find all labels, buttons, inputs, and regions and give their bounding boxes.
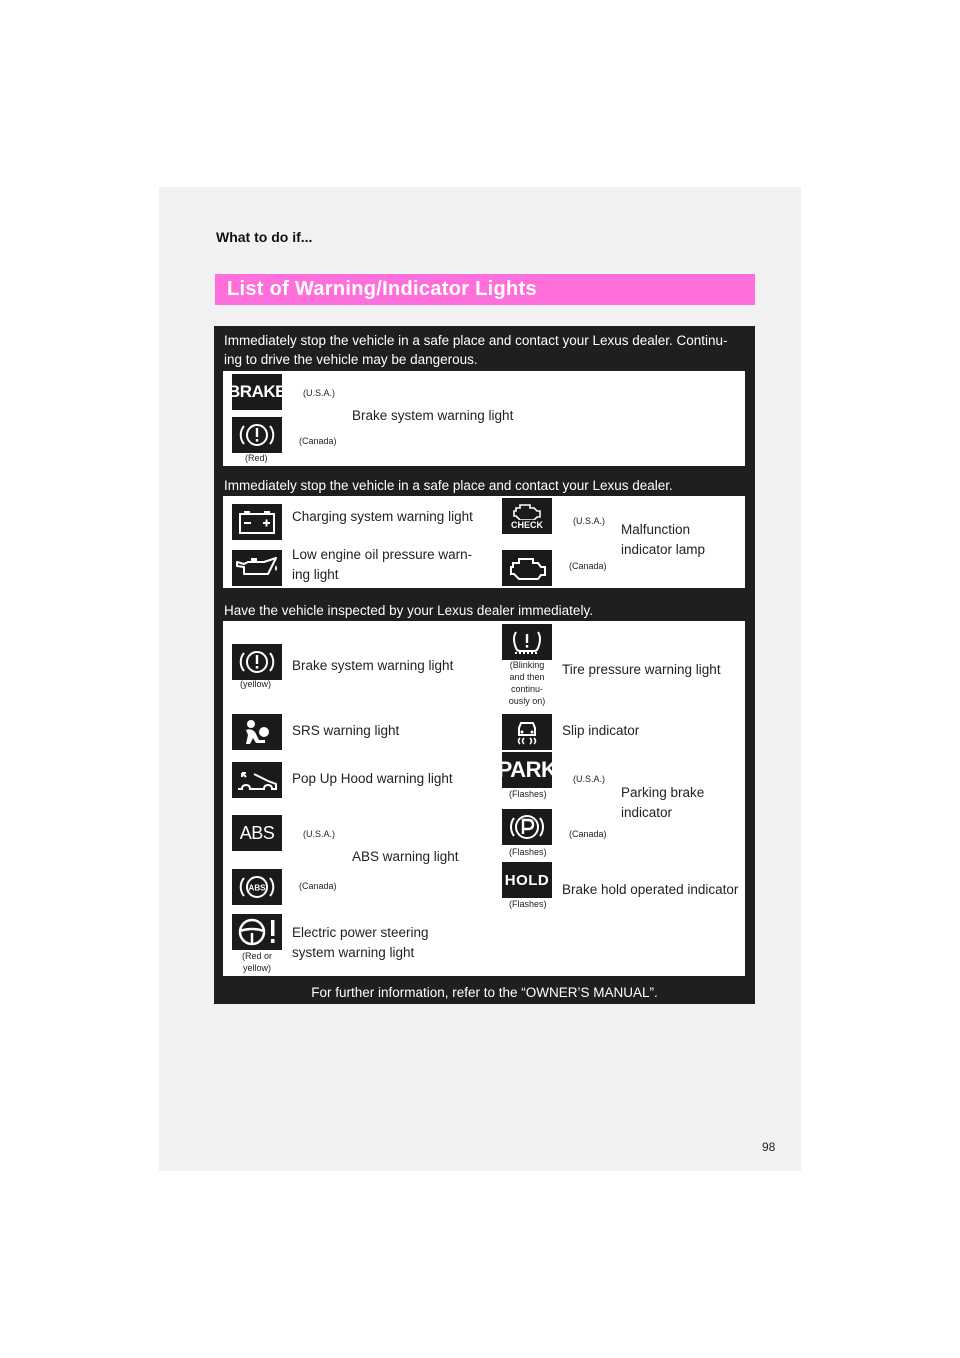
brake-warning-yellow-icon [232, 644, 282, 680]
oil-can-icon [232, 550, 282, 586]
engine-icon [502, 550, 552, 586]
category-inspect: Have the vehicle inspected by your Lexus dealer immediately. [224, 603, 593, 618]
category-stop-dangerous: Immediately stop the vehicle in a safe place and contact your Lexus dealer. Continu- ing to drive the vehicle may be dangerous. [224, 333, 728, 367]
parking-p-icon [502, 809, 552, 845]
label-tire-pressure: Tire pressure warning light [562, 662, 721, 677]
note-usa: (U.S.A.) [573, 516, 606, 526]
note-flashes: (Flashes) [509, 899, 547, 909]
label-brake-hold: Brake hold operated indicator [562, 882, 739, 897]
page-number: 98 [762, 1140, 776, 1154]
box-inspect [223, 621, 745, 976]
label-srs: SRS warning light [292, 723, 400, 738]
svg-text:ABS: ABS [248, 883, 266, 893]
label-brake-system-yellow: Brake system warning light [292, 658, 454, 673]
note-canada: (Canada) [299, 881, 337, 891]
srs-airbag-icon [232, 714, 282, 750]
label-parking-brake: Parking brake indicator [621, 785, 705, 820]
footer-note: For further information, refer to the “OWNER’S MANUAL”. [311, 985, 658, 1000]
manual-page [159, 187, 801, 1171]
brake-word-icon: BRAKE [232, 374, 282, 410]
note-usa: (U.S.A.) [303, 829, 336, 839]
check-engine-icon: CHECK [502, 498, 552, 534]
slip-indicator-icon [502, 714, 552, 750]
box-stop-dangerous [223, 371, 745, 466]
steering-warning-icon [232, 914, 282, 950]
abs-circle-icon [232, 869, 282, 905]
abs-word-icon: ABS [232, 815, 282, 851]
label-pop-up-hood: Pop Up Hood warning light [292, 771, 453, 786]
tire-pressure-icon [502, 624, 552, 660]
park-word-icon: PARK [502, 752, 552, 788]
pop-up-hood-icon [232, 762, 282, 798]
note-canada: (Canada) [299, 436, 337, 446]
label-malfunction: Malfunction indicator lamp [621, 522, 706, 557]
note-red: (Red) [245, 453, 268, 463]
note-usa: (U.S.A.) [303, 388, 336, 398]
label-oil-pressure: Low engine oil pressure warn- ing light [292, 547, 473, 582]
note-usa: (U.S.A.) [573, 774, 606, 784]
brake-warning-red-icon [232, 417, 282, 453]
box-stop-dealer [223, 496, 745, 588]
note-blinking: (Blinking and then continu- ously on) [508, 660, 546, 706]
note-flashes: (Flashes) [509, 847, 547, 857]
note-red-or-yellow: (Red or yellow) [241, 951, 272, 973]
page-title: List of Warning/Indicator Lights [227, 278, 537, 300]
label-brake-system-red: Brake system warning light [352, 408, 514, 423]
note-yellow: (yellow) [240, 679, 272, 689]
label-abs: ABS warning light [352, 849, 459, 864]
category-stop-dealer: Immediately stop the vehicle in a safe place and contact your Lexus dealer. [224, 478, 673, 493]
battery-icon [232, 504, 282, 540]
label-charging: Charging system warning light [292, 509, 473, 524]
label-eps: Electric power steering system warning light [292, 925, 429, 960]
note-canada: (Canada) [569, 829, 607, 839]
title-bar [215, 274, 755, 305]
warning-lights-panel [214, 326, 755, 1004]
note-canada: (Canada) [569, 561, 607, 571]
hold-word-icon: HOLD [502, 862, 552, 898]
label-slip: Slip indicator [562, 723, 640, 738]
note-flashes: (Flashes) [509, 789, 547, 799]
section-heading: What to do if... [216, 229, 313, 245]
